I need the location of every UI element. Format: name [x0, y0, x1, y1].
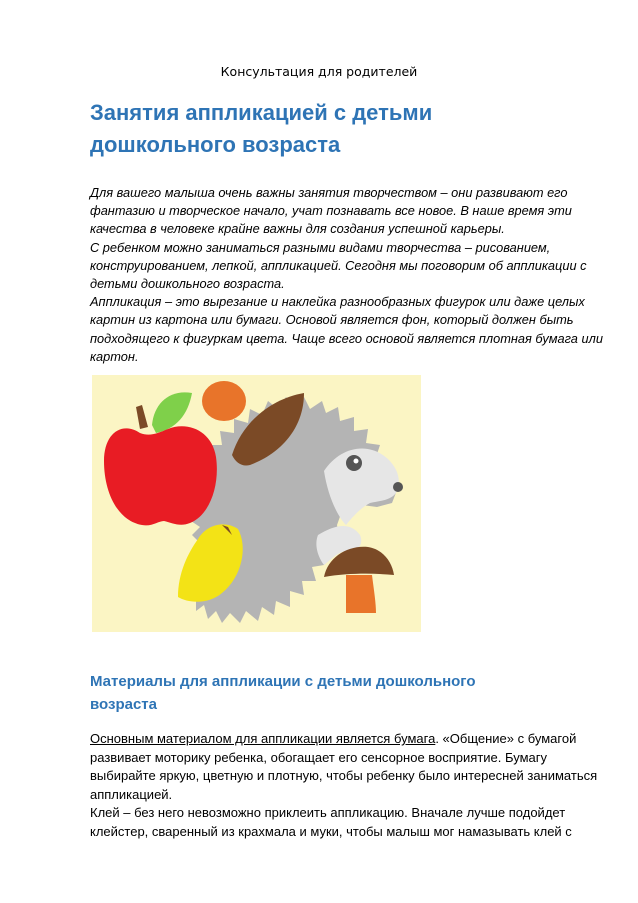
intro-paragraph-1: Для вашего малыша очень важны занятия творчеством – они развивают его фантазию и творческое начало, учат познавать все новое. В наше время эти качества в человеке крайне важны для создания успешной карьеры. — [90, 185, 572, 237]
page-title — [90, 97, 610, 161]
hedgehog-eye-highlight — [354, 459, 359, 464]
intro-paragraph-3: Аппликация – это вырезание и наклейка разнообразных фигурок или даже целых картин из картона или бумаги. Основой является фон, который должен быть подходящего к фигуркам цвета. Чаще всего основой является плотная бумага или картон. — [90, 294, 603, 364]
page-header: Консультация для родителей — [220, 64, 418, 79]
title-line-1: Занятия аппликацией с детьми — [90, 100, 433, 125]
hedgehog-nose — [393, 482, 403, 492]
intro-text — [90, 184, 610, 366]
paragraph-1-text: . «Общение» с бумагой развивает моторику ребенка, обогащает его сенсорное восприятие. Бумагу выбирайте яркую, цветную и плотную, чтобы ребенку было интересней заниматься аппликацией. — [90, 731, 598, 802]
section-paragraph-2: Клей – без него невозможно приклеить аппликацию. Вначале лучше подойдет клейстер, сваренный из крахмала и муки, чтобы малыш мог намазывать клей с — [90, 805, 572, 839]
section-title-line-1: Материалы для аппликации с детьми дошкольного — [90, 673, 476, 690]
mushroom-stem — [346, 575, 376, 613]
hedgehog-applique-illustration — [92, 375, 421, 632]
hedgehog-eye — [346, 455, 362, 471]
paper-link[interactable]: Основным материалом для аппликации является бумага — [90, 731, 436, 746]
orange-fruit — [202, 381, 246, 421]
red-apple — [104, 426, 217, 525]
section-title-line-2: возраста — [90, 696, 157, 713]
section-body — [90, 730, 615, 842]
section-paragraph-1 — [90, 730, 615, 804]
intro-paragraph-2: С ребенком можно заниматься разными видами творчества – рисованием, конструированием, лепкой, аппликацией. Сегодня мы поговорим об аппликации с детьми дошкольного возраста. — [90, 239, 587, 292]
title-line-2: дошкольного возраста — [90, 132, 341, 157]
section-title — [90, 670, 610, 716]
